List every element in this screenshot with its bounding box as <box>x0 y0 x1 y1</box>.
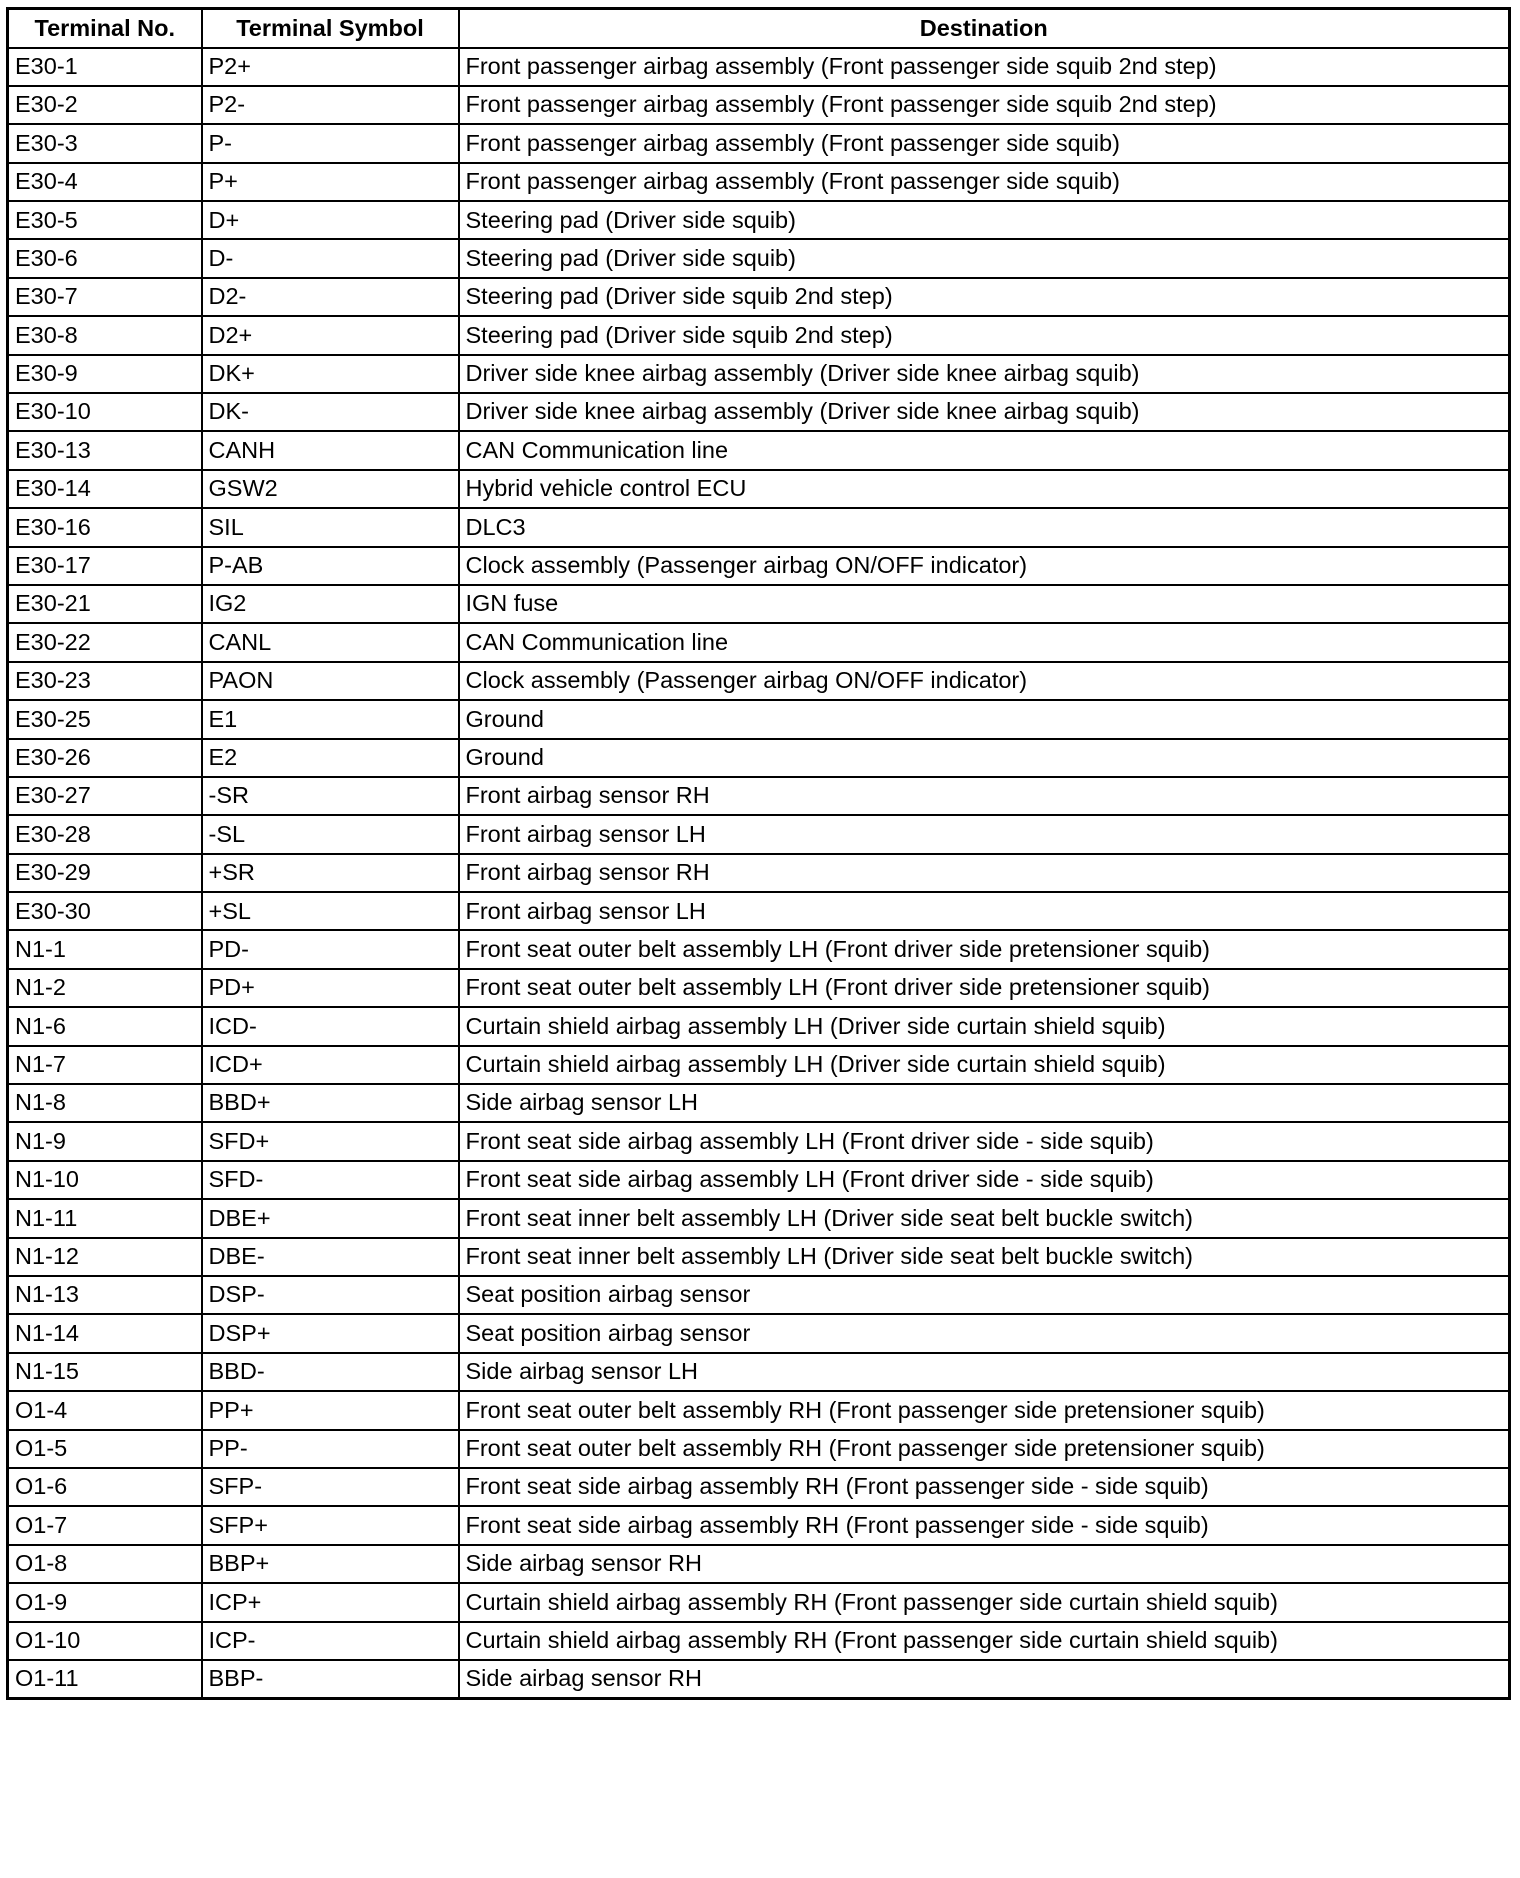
table-row <box>8 1314 1510 1352</box>
terminal-no-cell: E30-25 <box>8 700 202 738</box>
destination-cell: DLC3 <box>459 508 1510 546</box>
table-row <box>8 854 1510 892</box>
terminal-no-cell: N1-15 <box>8 1353 202 1391</box>
table-row <box>8 1545 1510 1583</box>
destination-cell: Front airbag sensor LH <box>459 815 1510 853</box>
terminal-no-cell: E30-23 <box>8 662 202 700</box>
terminal-symbol-cell: BBD- <box>202 1353 459 1391</box>
destination-cell: Hybrid vehicle control ECU <box>459 470 1510 508</box>
table-row <box>8 1276 1510 1314</box>
terminal-no-cell: E30-2 <box>8 86 202 124</box>
terminal-symbol-cell: ICD+ <box>202 1046 459 1084</box>
table-row <box>8 623 1510 661</box>
destination-cell: Front passenger airbag assembly (Front passenger side squib 2nd step) <box>459 86 1510 124</box>
terminal-no-cell: N1-11 <box>8 1199 202 1237</box>
table-row <box>8 969 1510 1007</box>
terminal-no-cell: O1-5 <box>8 1430 202 1468</box>
table-row <box>8 1161 1510 1199</box>
terminal-no-cell: O1-10 <box>8 1622 202 1660</box>
table-header-row <box>8 9 1510 48</box>
terminal-symbol-cell: SFD+ <box>202 1122 459 1160</box>
terminal-no-cell: N1-14 <box>8 1314 202 1352</box>
terminal-no-cell: N1-9 <box>8 1122 202 1160</box>
table-row <box>8 355 1510 393</box>
terminal-symbol-cell: BBP+ <box>202 1545 459 1583</box>
terminal-symbol-cell: DSP+ <box>202 1314 459 1352</box>
terminal-symbol-cell: PD+ <box>202 969 459 1007</box>
destination-cell: Front airbag sensor RH <box>459 854 1510 892</box>
table-row <box>8 393 1510 431</box>
destination-cell: IGN fuse <box>459 585 1510 623</box>
table-row <box>8 1622 1510 1660</box>
table-row <box>8 930 1510 968</box>
destination-cell: Clock assembly (Passenger airbag ON/OFF indicator) <box>459 662 1510 700</box>
destination-cell: Front seat outer belt assembly LH (Front driver side pretensioner squib) <box>459 969 1510 1007</box>
destination-cell: Clock assembly (Passenger airbag ON/OFF indicator) <box>459 547 1510 585</box>
destination-cell: Driver side knee airbag assembly (Driver side knee airbag squib) <box>459 393 1510 431</box>
destination-cell: Front passenger airbag assembly (Front passenger side squib 2nd step) <box>459 48 1510 86</box>
table-row <box>8 1353 1510 1391</box>
terminal-symbol-cell: P-AB <box>202 547 459 585</box>
terminal-symbol-cell: D+ <box>202 201 459 239</box>
table-row <box>8 201 1510 239</box>
table-body <box>8 48 1510 1699</box>
destination-cell: CAN Communication line <box>459 431 1510 469</box>
terminal-symbol-cell: -SL <box>202 815 459 853</box>
terminal-symbol-cell: CANL <box>202 623 459 661</box>
terminal-no-cell: E30-5 <box>8 201 202 239</box>
terminal-symbol-cell: SFP+ <box>202 1506 459 1544</box>
terminal-no-cell: E30-29 <box>8 854 202 892</box>
terminal-no-cell: N1-1 <box>8 930 202 968</box>
terminal-no-cell: O1-6 <box>8 1468 202 1506</box>
destination-cell: Steering pad (Driver side squib) <box>459 201 1510 239</box>
destination-cell: Front seat side airbag assembly RH (Front passenger side - side squib) <box>459 1468 1510 1506</box>
terminal-symbol-cell: PP+ <box>202 1391 459 1429</box>
table-row <box>8 1660 1510 1698</box>
terminal-symbol-cell: ICD- <box>202 1007 459 1045</box>
destination-cell: Front passenger airbag assembly (Front passenger side squib) <box>459 163 1510 201</box>
table-row <box>8 662 1510 700</box>
terminal-no-cell: E30-9 <box>8 355 202 393</box>
destination-cell: Front airbag sensor LH <box>459 892 1510 930</box>
terminal-no-cell: E30-30 <box>8 892 202 930</box>
table-row <box>8 739 1510 777</box>
terminal-no-cell: E30-8 <box>8 316 202 354</box>
terminal-no-cell: N1-6 <box>8 1007 202 1045</box>
destination-cell: Curtain shield airbag assembly LH (Driver side curtain shield squib) <box>459 1007 1510 1045</box>
terminal-symbol-cell: -SR <box>202 777 459 815</box>
terminal-symbol-cell: ICP+ <box>202 1583 459 1621</box>
destination-cell: Ground <box>459 739 1510 777</box>
terminal-symbol-cell: PD- <box>202 930 459 968</box>
terminal-no-cell: E30-13 <box>8 431 202 469</box>
table-row <box>8 700 1510 738</box>
terminal-no-cell: O1-8 <box>8 1545 202 1583</box>
destination-cell: Curtain shield airbag assembly LH (Driver side curtain shield squib) <box>459 1046 1510 1084</box>
terminal-no-cell: N1-8 <box>8 1084 202 1122</box>
table-row <box>8 815 1510 853</box>
destination-cell: Steering pad (Driver side squib 2nd step) <box>459 278 1510 316</box>
table-row <box>8 777 1510 815</box>
table-row <box>8 239 1510 277</box>
table-row <box>8 124 1510 162</box>
terminal-no-cell: E30-3 <box>8 124 202 162</box>
terminal-no-cell: N1-2 <box>8 969 202 1007</box>
table-row <box>8 508 1510 546</box>
terminal-no-cell: E30-7 <box>8 278 202 316</box>
terminal-symbol-cell: DBE+ <box>202 1199 459 1237</box>
table-row <box>8 86 1510 124</box>
terminal-no-cell: E30-1 <box>8 48 202 86</box>
destination-cell: Front seat side airbag assembly LH (Front driver side - side squib) <box>459 1122 1510 1160</box>
destination-cell: Side airbag sensor RH <box>459 1545 1510 1583</box>
terminal-no-cell: E30-27 <box>8 777 202 815</box>
terminal-no-cell: O1-9 <box>8 1583 202 1621</box>
terminal-symbol-cell: BBP- <box>202 1660 459 1698</box>
terminal-symbol-cell: DK+ <box>202 355 459 393</box>
terminal-symbol-cell: +SR <box>202 854 459 892</box>
header-terminal-symbol: Terminal Symbol <box>202 9 459 48</box>
destination-cell: Front seat outer belt assembly RH (Front passenger side pretensioner squib) <box>459 1430 1510 1468</box>
terminal-symbol-cell: PP- <box>202 1430 459 1468</box>
table-row <box>8 316 1510 354</box>
table-row <box>8 585 1510 623</box>
destination-cell: Ground <box>459 700 1510 738</box>
terminal-symbol-cell: D2+ <box>202 316 459 354</box>
destination-cell: Front airbag sensor RH <box>459 777 1510 815</box>
terminal-symbol-cell: SFD- <box>202 1161 459 1199</box>
terminal-symbol-cell: P+ <box>202 163 459 201</box>
destination-cell: Side airbag sensor LH <box>459 1353 1510 1391</box>
table-row <box>8 547 1510 585</box>
terminal-no-cell: N1-13 <box>8 1276 202 1314</box>
header-destination: Destination <box>459 9 1510 48</box>
terminal-symbol-cell: E2 <box>202 739 459 777</box>
table-row <box>8 1506 1510 1544</box>
terminal-symbol-cell: IG2 <box>202 585 459 623</box>
table-row <box>8 1583 1510 1621</box>
table-row <box>8 1046 1510 1084</box>
destination-cell: Front seat outer belt assembly LH (Front driver side pretensioner squib) <box>459 930 1510 968</box>
terminal-symbol-cell: DBE- <box>202 1238 459 1276</box>
terminal-symbol-cell: DSP- <box>202 1276 459 1314</box>
terminal-symbol-cell: +SL <box>202 892 459 930</box>
destination-cell: Side airbag sensor RH <box>459 1660 1510 1698</box>
terminal-no-cell: E30-4 <box>8 163 202 201</box>
destination-cell: Front seat side airbag assembly RH (Front passenger side - side squib) <box>459 1506 1510 1544</box>
terminal-no-cell: N1-10 <box>8 1161 202 1199</box>
table-row <box>8 1430 1510 1468</box>
terminal-no-cell: O1-4 <box>8 1391 202 1429</box>
destination-cell: CAN Communication line <box>459 623 1510 661</box>
table-row <box>8 48 1510 86</box>
terminal-symbol-cell: GSW2 <box>202 470 459 508</box>
terminal-no-cell: E30-26 <box>8 739 202 777</box>
table-row <box>8 1084 1510 1122</box>
table-row <box>8 1391 1510 1429</box>
terminal-symbol-cell: E1 <box>202 700 459 738</box>
terminal-symbol-cell: CANH <box>202 431 459 469</box>
destination-cell: Seat position airbag sensor <box>459 1314 1510 1352</box>
destination-cell: Curtain shield airbag assembly RH (Front passenger side curtain shield squib) <box>459 1583 1510 1621</box>
terminal-no-cell: N1-7 <box>8 1046 202 1084</box>
table-row <box>8 1238 1510 1276</box>
table-row <box>8 892 1510 930</box>
terminal-no-cell: E30-6 <box>8 239 202 277</box>
table-row <box>8 163 1510 201</box>
destination-cell: Driver side knee airbag assembly (Driver side knee airbag squib) <box>459 355 1510 393</box>
terminal-symbol-cell: BBD+ <box>202 1084 459 1122</box>
terminal-symbol-cell: D2- <box>202 278 459 316</box>
terminal-symbol-cell: ICP- <box>202 1622 459 1660</box>
destination-cell: Front seat side airbag assembly LH (Front driver side - side squib) <box>459 1161 1510 1199</box>
terminal-symbol-cell: SFP- <box>202 1468 459 1506</box>
terminal-no-cell: O1-11 <box>8 1660 202 1698</box>
terminal-no-cell: O1-7 <box>8 1506 202 1544</box>
table-row <box>8 1007 1510 1045</box>
terminal-no-cell: E30-22 <box>8 623 202 661</box>
destination-cell: Front seat inner belt assembly LH (Driver side seat belt buckle switch) <box>459 1199 1510 1237</box>
terminal-no-cell: E30-17 <box>8 547 202 585</box>
terminal-no-cell: E30-14 <box>8 470 202 508</box>
terminal-symbol-cell: P2+ <box>202 48 459 86</box>
destination-cell: Front seat inner belt assembly LH (Driver side seat belt buckle switch) <box>459 1238 1510 1276</box>
terminal-symbol-cell: D- <box>202 239 459 277</box>
terminal-no-cell: E30-21 <box>8 585 202 623</box>
header-terminal-no: Terminal No. <box>8 9 202 48</box>
table-row <box>8 431 1510 469</box>
table-row <box>8 1122 1510 1160</box>
table-row <box>8 1468 1510 1506</box>
destination-cell: Steering pad (Driver side squib) <box>459 239 1510 277</box>
terminal-symbol-cell: P2- <box>202 86 459 124</box>
destination-cell: Front passenger airbag assembly (Front passenger side squib) <box>459 124 1510 162</box>
terminal-no-cell: E30-16 <box>8 508 202 546</box>
terminal-symbol-cell: SIL <box>202 508 459 546</box>
terminal-symbol-cell: DK- <box>202 393 459 431</box>
destination-cell: Steering pad (Driver side squib 2nd step) <box>459 316 1510 354</box>
destination-cell: Front seat outer belt assembly RH (Front passenger side pretensioner squib) <box>459 1391 1510 1429</box>
table-row <box>8 470 1510 508</box>
destination-cell: Curtain shield airbag assembly RH (Front passenger side curtain shield squib) <box>459 1622 1510 1660</box>
table-row <box>8 1199 1510 1237</box>
terminal-no-cell: E30-28 <box>8 815 202 853</box>
terminal-table <box>6 7 1511 1700</box>
terminal-no-cell: E30-10 <box>8 393 202 431</box>
terminal-symbol-cell: P- <box>202 124 459 162</box>
destination-cell: Seat position airbag sensor <box>459 1276 1510 1314</box>
destination-cell: Side airbag sensor LH <box>459 1084 1510 1122</box>
table-row <box>8 278 1510 316</box>
terminal-symbol-cell: PAON <box>202 662 459 700</box>
terminal-no-cell: N1-12 <box>8 1238 202 1276</box>
